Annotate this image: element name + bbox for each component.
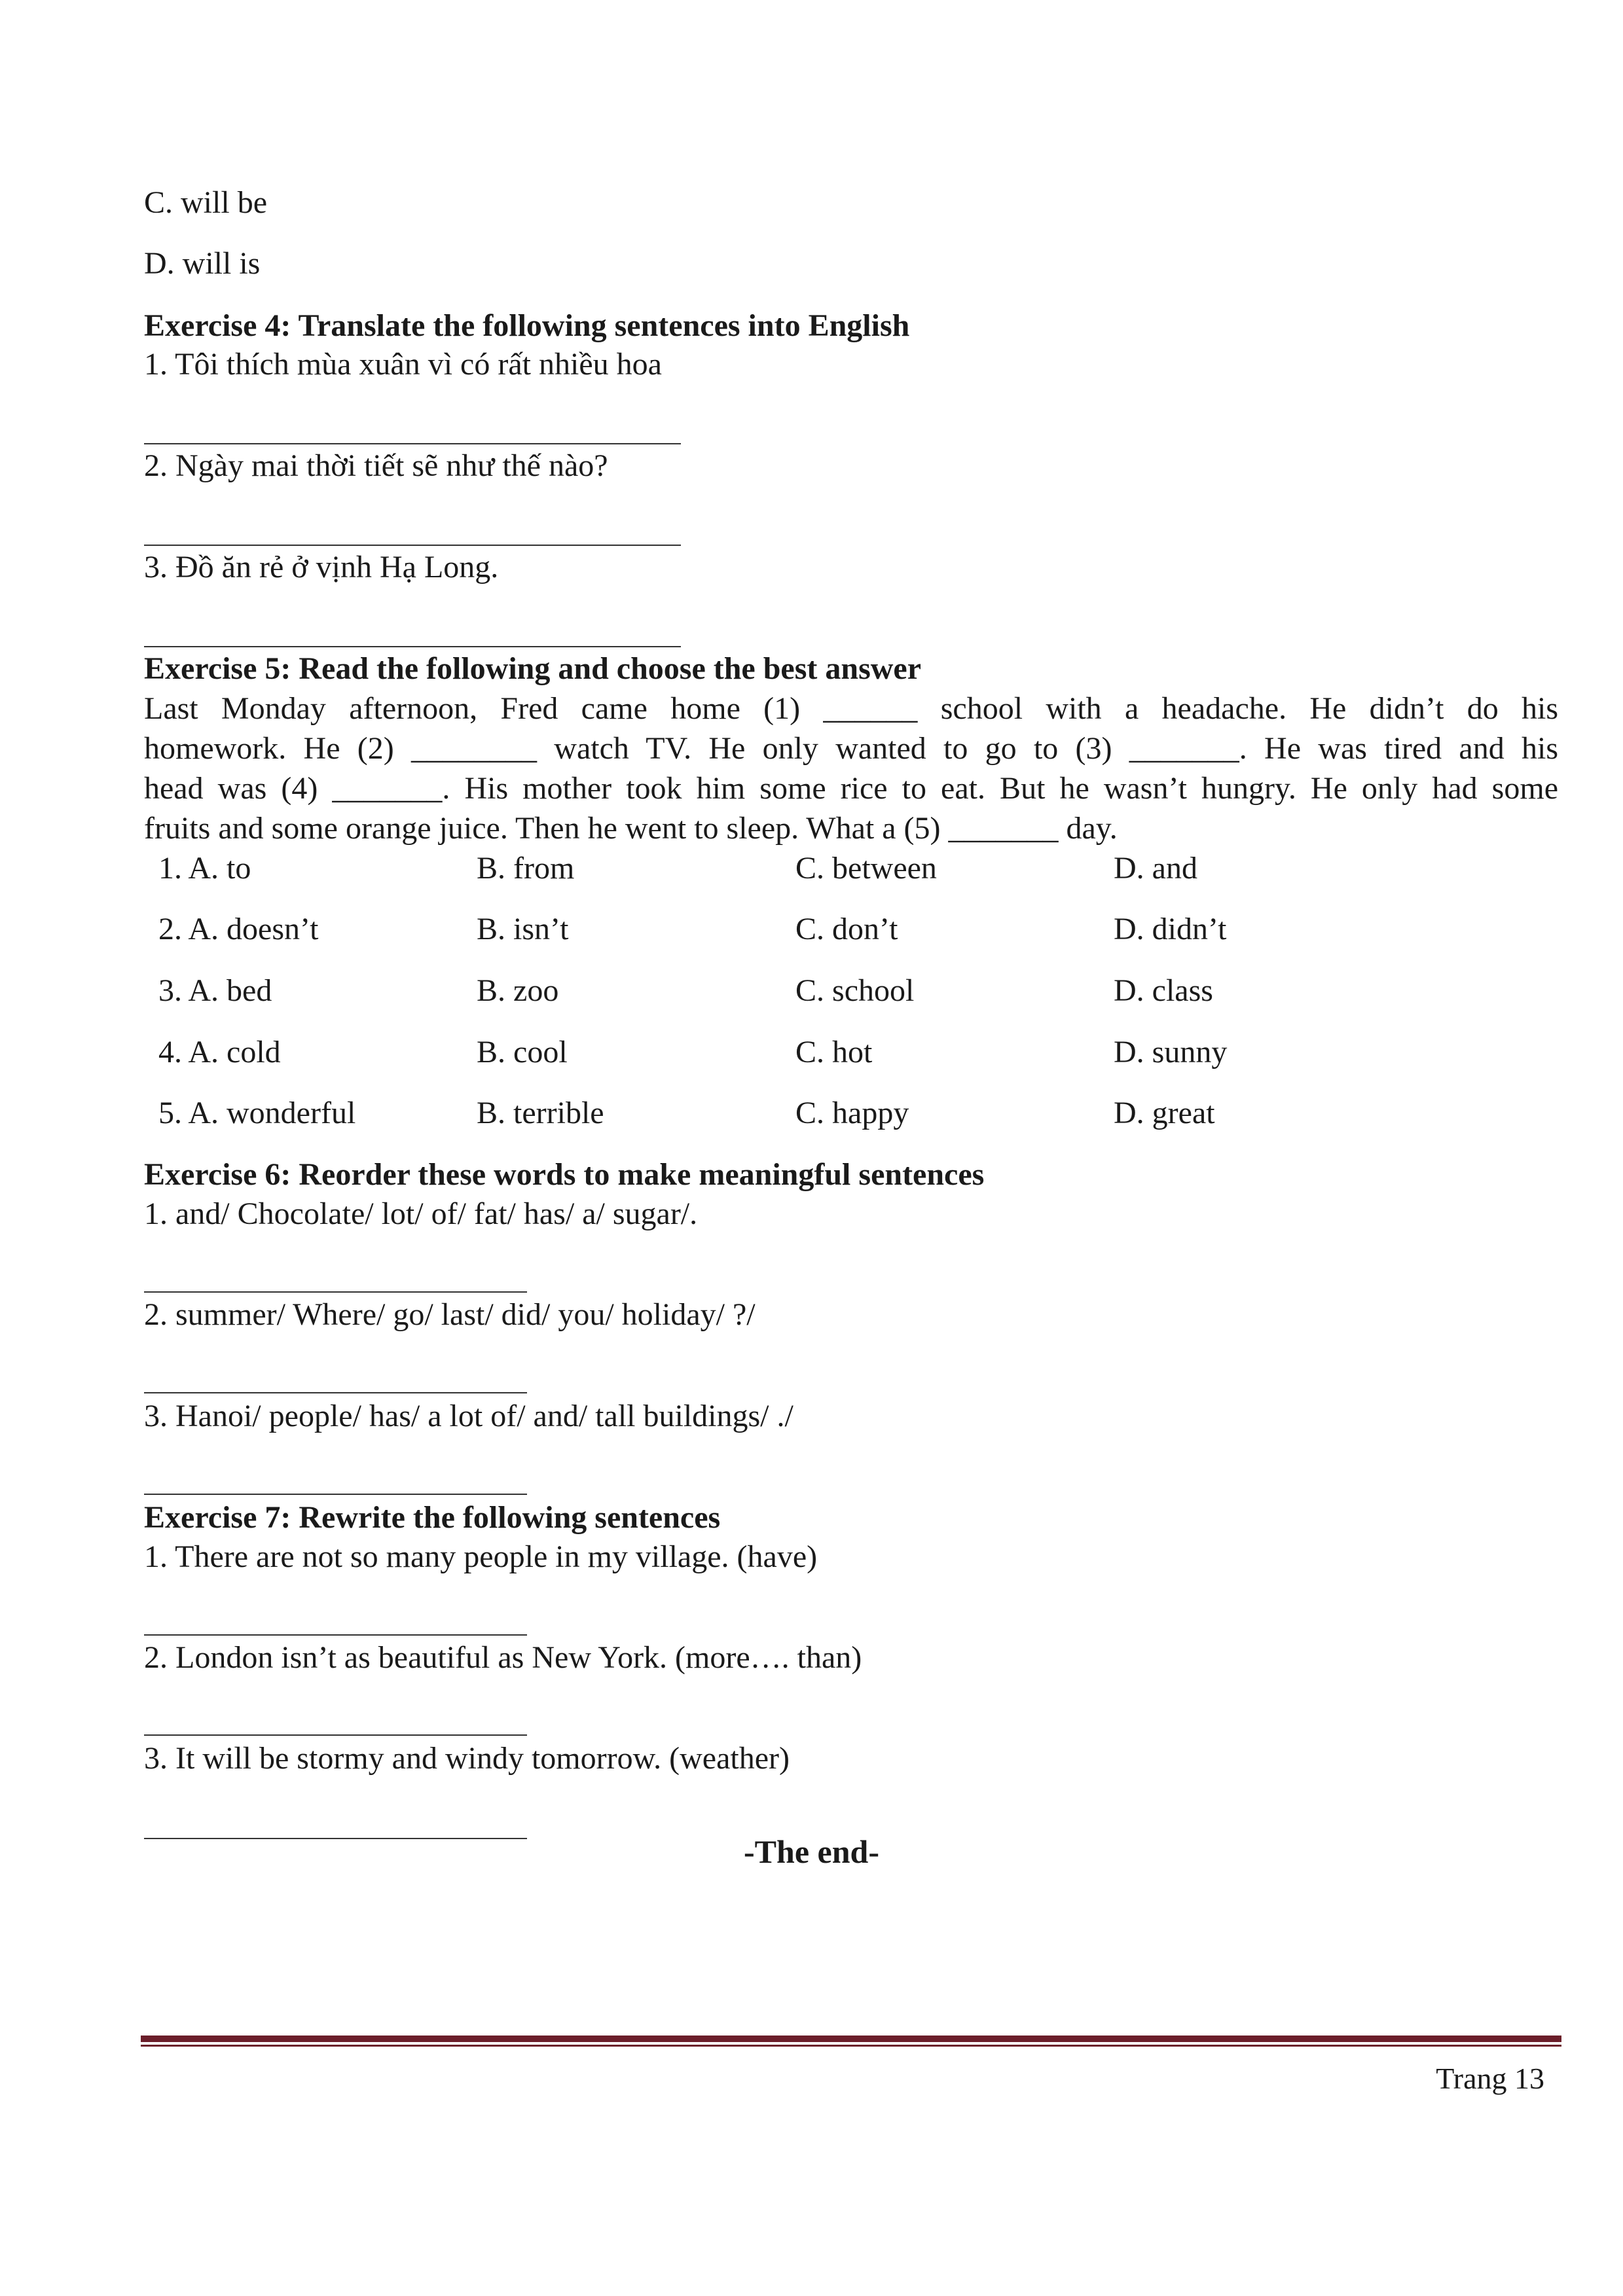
exercise-6-item-1: 1. and/ Chocolate/ lot/ of/ fat/ has/ a/ sugar/. [144, 1196, 698, 1231]
q3-option-a: 3. A. bed [158, 973, 272, 1008]
exercise-4-answer-line-3 [144, 646, 681, 647]
exercise-7-answer-line-1 [144, 1634, 527, 1636]
q1-option-a: 1. A. to [158, 851, 251, 886]
q3-option-d: D. class [1114, 973, 1213, 1008]
exercise-4-heading: Exercise 4: Translate the following sentences into English [144, 308, 910, 343]
exercise-7-item-2: 2. London isn’t as beautiful as New York. (more…. than) [144, 1640, 862, 1675]
exercise-5-heading: Exercise 5: Read the following and choose the best answer [144, 651, 922, 686]
exercise-7-item-3: 3. It will be stormy and windy tomorrow. (weather) [144, 1741, 790, 1776]
exercise-4-answer-line-1 [144, 443, 681, 444]
q5-option-c: C. happy [795, 1096, 909, 1130]
exercise-7-heading: Exercise 7: Rewrite the following sentences [144, 1500, 721, 1535]
q4-option-c: C. hot [795, 1035, 873, 1069]
option-d-will-is: D. will is [144, 246, 261, 281]
q2-option-c: C. don’t [795, 912, 898, 946]
exercise-6-answer-line-2 [144, 1392, 527, 1393]
q1-option-d: D. and [1114, 851, 1197, 886]
passage-line-3: head was (4) _______. His mother took him some rice to eat. But he wasn’t hungry. He only had some [144, 771, 1558, 806]
exercise-5-passage [144, 689, 1558, 848]
exercise-7-answer-line-2 [144, 1734, 527, 1736]
exercise-6-item-3: 3. Hanoi/ people/ has/ a lot of/ and/ tall buildings/ ./ [144, 1399, 793, 1433]
exercise-6-answer-line-1 [144, 1291, 527, 1293]
q4-option-a: 4. A. cold [158, 1035, 281, 1069]
q5-option-b: B. terrible [477, 1096, 604, 1130]
q4-option-d: D. sunny [1114, 1035, 1228, 1069]
q1-option-c: C. between [795, 851, 937, 886]
q2-option-d: D. didn’t [1114, 912, 1227, 946]
q3-option-b: B. zoo [477, 973, 559, 1008]
exercise-6-item-2: 2. summer/ Where/ go/ last/ did/ you/ holiday/ ?/ [144, 1297, 756, 1332]
passage-line-1: Last Monday afternoon, Fred came home (1) ______ school with a headache. He didn’t do his [144, 691, 1558, 726]
footer-rule-thick [141, 2036, 1561, 2042]
exercise-4-item-3: 3. Đồ ăn rẻ ở vịnh Hạ Long. [144, 550, 499, 584]
exercise-6-heading: Exercise 6: Reorder these words to make meaningful sentences [144, 1157, 985, 1192]
exercise-4-answer-line-2 [144, 545, 681, 546]
footer-rule-thin [141, 2045, 1561, 2047]
exercise-7-item-1: 1. There are not so many people in my village. (have) [144, 1539, 818, 1574]
q2-option-b: B. isn’t [477, 912, 569, 946]
passage-line-2: homework. He (2) ________ watch TV. He only wanted to go to (3) _______. He was tired and his [144, 731, 1558, 766]
page-number: Trang 13 [1436, 2062, 1544, 2095]
q5-option-a: 5. A. wonderful [158, 1096, 356, 1130]
q4-option-b: B. cool [477, 1035, 568, 1069]
q2-option-a: 2. A. doesn’t [158, 912, 319, 946]
q5-option-d: D. great [1114, 1096, 1215, 1130]
q1-option-b: B. from [477, 851, 575, 886]
exercise-4-item-2: 2. Ngày mai thời tiết sẽ như thế nào? [144, 448, 608, 483]
option-c-will-be: C. will be [144, 185, 267, 220]
q3-option-c: C. school [795, 973, 915, 1008]
exercise-6-answer-line-3 [144, 1494, 527, 1495]
passage-line-4: fruits and some orange juice. Then he went to sleep. What a (5) _______ day. [144, 811, 1118, 846]
the-end-label: -The end- [744, 1833, 879, 1870]
exercise-4-item-1: 1. Tôi thích mùa xuân vì có rất nhiều hoa [144, 347, 662, 382]
